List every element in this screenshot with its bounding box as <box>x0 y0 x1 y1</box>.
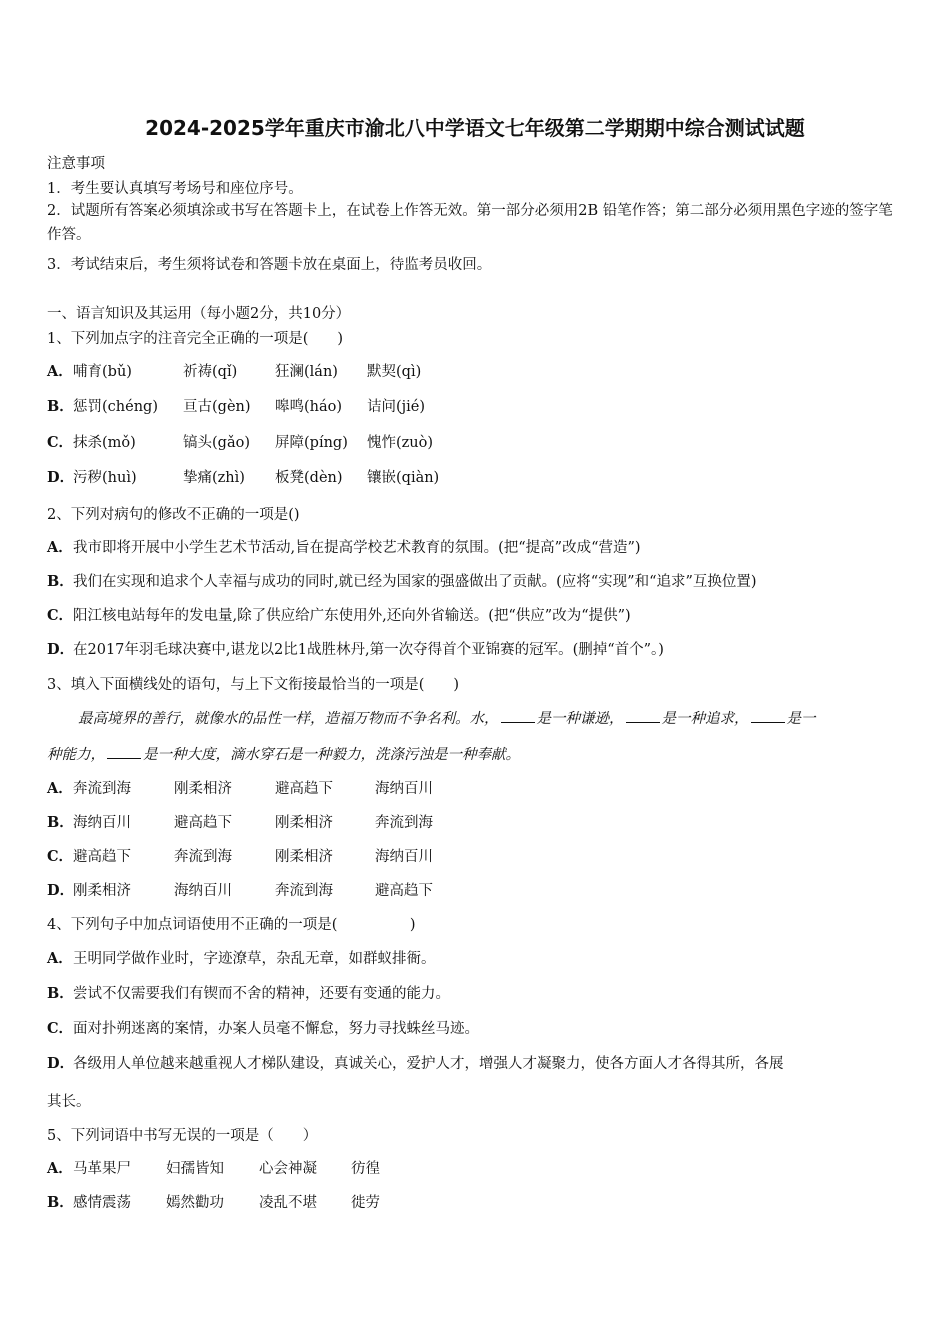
option-item: 避高趋下 <box>275 781 333 797</box>
option-item: 奔流到海 <box>174 849 232 865</box>
option-item: 刚柔相济 <box>275 815 333 831</box>
option-row <box>47 1017 479 1038</box>
option-item: 避高趋下 <box>174 815 232 831</box>
passage-text: 是一种谦逊， <box>536 711 624 727</box>
option-row <box>47 536 641 557</box>
option-item: 愧怍(zuò) <box>367 435 434 451</box>
fill-blank <box>751 710 785 723</box>
option-row <box>47 982 450 1003</box>
notice-item: 1．考生要认真填写考场号和座位序号。 <box>47 181 303 197</box>
option-text: 我们在实现和追求个人幸福与成功的同时,就已经为国家的强盛做出了贡献。(应将“实现”和“追求”互换位置) <box>73 574 757 590</box>
option-label: B． <box>47 985 74 1002</box>
option-item: 避高趋下 <box>73 849 131 865</box>
option-label: B． <box>47 573 74 590</box>
option-item: 徙劳 <box>351 1195 380 1211</box>
option-item: 亘古(gèn) <box>183 399 251 415</box>
question-stem: 2、下列对病句的修改不正确的一项是() <box>47 507 300 523</box>
option-label: C． <box>47 1020 74 1037</box>
option-item: 惩罚(chéng) <box>73 399 158 415</box>
option-item: 奔流到海 <box>73 781 131 797</box>
notice-heading: 注意事项 <box>47 156 105 172</box>
passage-text: 是一 <box>786 711 816 727</box>
question-stem: 1、下列加点字的注音完全正确的一项是( ) <box>47 331 344 347</box>
section-heading: 一、语言知识及其运用（每小题2分，共10分） <box>47 306 351 322</box>
option-item: 妇孺皆知 <box>166 1161 224 1177</box>
option-label: A． <box>47 1160 73 1177</box>
passage-text: 是一种大度，滴水穿石是一种毅力，洗涤污浊是一种奉献。 <box>143 747 520 763</box>
fill-blank <box>501 710 535 723</box>
option-row <box>47 360 421 381</box>
notice-item: 2．试题所有答案必须填涂或书写在答题卡上，在试卷上作答无效。第一部分必须用2B 铅笔作答；第二部分必须用黑色字迹的签字笔作答。 <box>47 203 893 243</box>
option-item: 哺育(bǔ) <box>73 364 132 380</box>
option-text: 面对扑朔迷离的案情，办案人员毫不懈怠，努力寻找蛛丝马迹。 <box>73 1021 479 1037</box>
option-item: 海纳百川 <box>375 781 433 797</box>
option-row <box>47 395 425 416</box>
passage-text: 是一种追求， <box>661 711 749 727</box>
option-item: 祈祷(qǐ) <box>183 364 238 380</box>
option-item: 海纳百川 <box>174 883 232 899</box>
option-row <box>47 604 631 625</box>
option-row <box>47 1052 784 1073</box>
option-item: 彷徨 <box>351 1161 380 1177</box>
option-item: 奔流到海 <box>375 815 433 831</box>
option-row <box>47 1191 380 1212</box>
option-item: 海纳百川 <box>375 849 433 865</box>
question-stem: 5、下列词语中书写无误的一项是（ ） <box>47 1128 318 1144</box>
passage-line <box>78 707 816 728</box>
option-label: C． <box>47 434 74 451</box>
option-item: 默契(qì) <box>367 364 422 380</box>
option-label: A． <box>47 539 73 556</box>
option-label: D． <box>47 641 75 658</box>
option-text: 各级用人单位越来越重视人才梯队建设，真诚关心，爱护人才，增强人才凝聚力，使各方面人才各得其所，各展 <box>73 1056 784 1072</box>
option-item: 海纳百川 <box>73 815 131 831</box>
option-row <box>47 845 433 866</box>
option-item: 奔流到海 <box>275 883 333 899</box>
option-item: 诘问(jié) <box>367 399 426 415</box>
option-item: 心会神凝 <box>259 1161 317 1177</box>
option-item: 刚柔相济 <box>275 849 333 865</box>
option-text: 王明同学做作业时，字迹潦草，杂乱无章，如群蚁排衙。 <box>73 951 436 967</box>
option-item: 板凳(dèn) <box>275 470 343 486</box>
option-label: A． <box>47 363 73 380</box>
option-text: 阳江核电站每年的发电量,除了供应给广东使用外,还向外省输送。(把“供应”改为“提供”) <box>73 608 631 624</box>
passage-line <box>47 743 520 764</box>
option-row <box>47 466 439 487</box>
option-label: D． <box>47 1055 75 1072</box>
option-item: 避高趋下 <box>375 883 433 899</box>
option-label: B． <box>47 1194 74 1211</box>
option-item: 屏障(píng) <box>275 435 348 451</box>
option-row <box>47 777 433 798</box>
option-item: 挚痛(zhì) <box>183 470 245 486</box>
passage-text: 最高境界的善行，就像水的品性一样，造福万物而不争名利。水， <box>78 711 499 727</box>
option-item: 马革果尸 <box>73 1161 131 1177</box>
question-stem: 3、填入下面横线处的语句，与上下文衔接最恰当的一项是( ) <box>47 677 460 693</box>
option-continuation: 其长。 <box>47 1094 91 1110</box>
option-item: 镶嵌(qiàn) <box>367 470 440 486</box>
option-text: 尝试不仅需要我们有锲而不舍的精神，还要有变通的能力。 <box>73 986 450 1002</box>
option-item: 污秽(huì) <box>73 470 137 486</box>
option-row <box>47 947 436 968</box>
option-item: 刚柔相济 <box>73 883 131 899</box>
option-item: 感情震荡 <box>73 1195 131 1211</box>
option-label: A． <box>47 780 73 797</box>
option-item: 凌乱不堪 <box>259 1195 317 1211</box>
option-label: D． <box>47 882 75 899</box>
option-label: C． <box>47 848 74 865</box>
option-label: C． <box>47 607 74 624</box>
option-row <box>47 1157 380 1178</box>
option-item: 嫣然勸功 <box>166 1195 224 1211</box>
option-row <box>47 570 757 591</box>
question-stem: 4、下列句子中加点词语使用不正确的一项是( ) <box>47 917 416 933</box>
option-item: 抹杀(mǒ) <box>73 435 136 451</box>
option-text: 在2017年羽毛球决赛中,谌龙以2比1战胜林丹,第一次夺得首个亚锦赛的冠军。(删掉“首个”。) <box>73 642 664 658</box>
notice-item: 3．考试结束后，考生须将试卷和答题卡放在桌面上，待监考员收回。 <box>47 257 492 273</box>
option-label: A． <box>47 950 73 967</box>
option-item: 镐头(gǎo) <box>183 435 250 451</box>
fill-blank <box>626 710 660 723</box>
option-row <box>47 638 664 659</box>
option-item: 狂澜(lán) <box>275 364 338 380</box>
option-row <box>47 431 433 452</box>
option-label: B． <box>47 398 74 415</box>
option-item: 嗥鸣(háo) <box>275 399 343 415</box>
page-title: 2024-2025学年重庆市渝北八中学语文七年级第二学期期中综合测试试题 <box>145 116 805 140</box>
option-text: 我市即将开展中小学生艺术节活动,旨在提高学校艺术教育的氛围。(把“提高”改成“营造”) <box>73 540 641 556</box>
option-label: B． <box>47 814 74 831</box>
option-row <box>47 879 433 900</box>
passage-text: 种能力， <box>47 747 105 763</box>
option-item: 刚柔相济 <box>174 781 232 797</box>
fill-blank <box>107 746 141 759</box>
option-row <box>47 811 433 832</box>
option-label: D． <box>47 469 75 486</box>
